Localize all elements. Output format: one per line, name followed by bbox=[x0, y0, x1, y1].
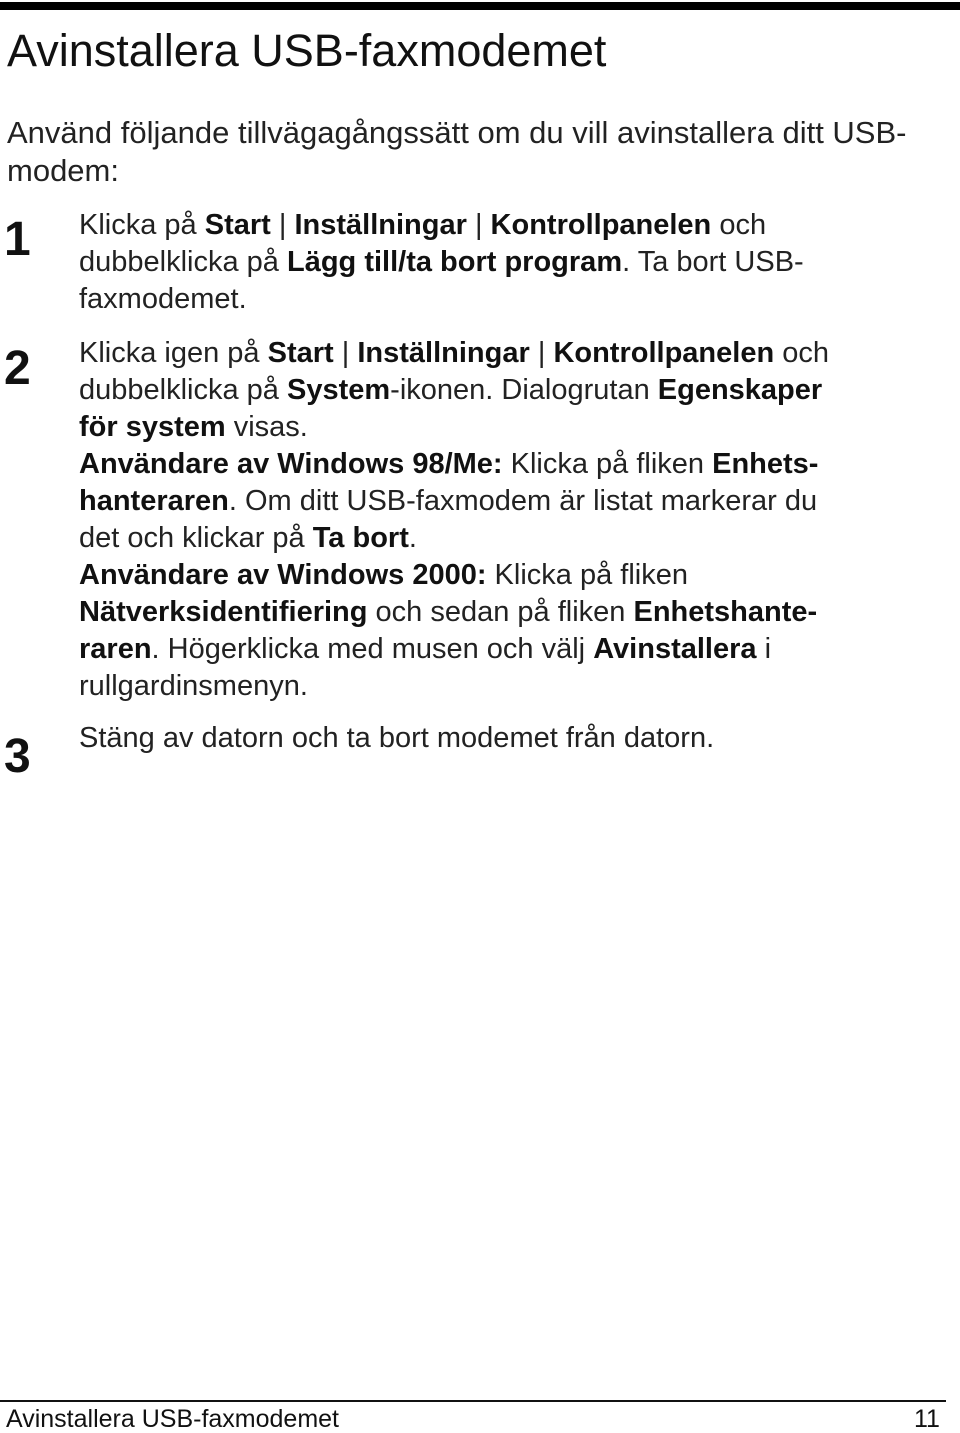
step-1-dubbelklicka-pa: dubbelklicka på bbox=[79, 246, 287, 278]
step-2-om-ditt: . Om ditt USB-faxmodem är listat markerar du bbox=[228, 485, 818, 517]
step-1-line-3: faxmodemet. bbox=[79, 283, 247, 315]
step-3-line-1: Stäng av datorn och ta bort modemet från datorn. bbox=[79, 722, 715, 754]
step-1-separator-1: | bbox=[270, 209, 295, 241]
step-2-dubbelklicka-pa: dubbelklicka på bbox=[79, 374, 287, 406]
step-2-system-icon-label: System bbox=[286, 374, 391, 406]
step-2-line-10: rullgardinsmenyn. bbox=[79, 670, 308, 702]
step-2-separator-2: | bbox=[529, 337, 554, 369]
step-2-visas: visas. bbox=[225, 411, 308, 443]
step-1-klicka-pa: Klicka på bbox=[79, 209, 205, 241]
step-2-ikonen-text: -ikonen. Dialogrutan bbox=[390, 374, 658, 406]
step-2-hanteraren-label: hanteraren bbox=[79, 485, 229, 517]
step-2-installningar-menu: Inställningar bbox=[357, 337, 530, 369]
step-2-period: . bbox=[408, 522, 417, 554]
step-2-och-sedan: och sedan på fliken bbox=[367, 596, 634, 628]
step-2-och: och bbox=[774, 337, 829, 369]
step-1-line-1 bbox=[79, 207, 804, 244]
step-2-natverksidentifiering-label: Nätverksidentifiering bbox=[79, 596, 368, 628]
step-2-ta-bort-label: Ta bort bbox=[312, 522, 409, 554]
step-2-klicka-igen: Klicka igen på bbox=[79, 337, 268, 369]
step-2-line-3 bbox=[79, 409, 829, 446]
step-2-i: i bbox=[756, 633, 772, 665]
step-2-separator-1: | bbox=[333, 337, 358, 369]
step-2-det-och: det och klickar på bbox=[79, 522, 313, 554]
step-2-raren-label: raren bbox=[79, 633, 152, 665]
step-2-start-menu: Start bbox=[267, 337, 334, 369]
step-2-line-1 bbox=[79, 335, 829, 372]
step-1-start-menu: Start bbox=[204, 209, 271, 241]
step-2-line-6 bbox=[79, 520, 829, 557]
intro-paragraph bbox=[7, 114, 906, 190]
step-number-2: 2 bbox=[4, 342, 31, 395]
step-2-enhets-label: Enhets- bbox=[712, 448, 819, 480]
step-1-ta-bort-usb: . Ta bort USB- bbox=[622, 246, 804, 278]
step-2-windows98-text: Klicka på fliken bbox=[502, 448, 713, 480]
step-2-line-7 bbox=[79, 557, 829, 594]
step-2-line-4 bbox=[79, 446, 829, 483]
step-2-windows2000-text: Klicka på fliken bbox=[486, 559, 688, 591]
step-2-enhetshante-label: Enhetshante- bbox=[633, 596, 818, 628]
step-2-windows98-label: Användare av Windows 98/Me: bbox=[79, 448, 503, 480]
step-1-lagg-till-ta-bort-program: Lägg till/ta bort program bbox=[286, 246, 623, 278]
step-1-och: och bbox=[711, 209, 767, 241]
step-2-line-2 bbox=[79, 372, 829, 409]
step-1-installningar-menu: Inställningar bbox=[294, 209, 467, 241]
step-2-text bbox=[79, 335, 829, 705]
step-2-line-5 bbox=[79, 483, 829, 520]
step-2-line-8 bbox=[79, 594, 829, 631]
step-1-kontrollpanelen-menu: Kontrollpanelen bbox=[490, 209, 712, 241]
step-1-text bbox=[79, 207, 804, 318]
step-2-line-9 bbox=[79, 631, 829, 668]
step-number-1: 1 bbox=[4, 213, 31, 266]
step-2-egenskaper-label: Egenskaper bbox=[657, 374, 823, 406]
step-2-windows2000-label: Användare av Windows 2000: bbox=[79, 559, 487, 591]
intro-line-2: modem: bbox=[7, 153, 119, 188]
page-title: Avinstallera USB-faxmodemet bbox=[7, 25, 607, 76]
footer-rule bbox=[0, 1400, 946, 1402]
step-1-separator-2: | bbox=[466, 209, 491, 241]
step-2-kontrollpanelen-menu: Kontrollpanelen bbox=[553, 337, 775, 369]
step-3-text bbox=[79, 720, 714, 757]
top-rule bbox=[0, 2, 960, 10]
step-2-for-system-label: för system bbox=[79, 411, 226, 443]
step-1-line-2 bbox=[79, 244, 804, 281]
step-2-avinstallera-label: Avinstallera bbox=[593, 633, 757, 665]
page-number: 11 bbox=[914, 1405, 940, 1433]
footer-title: Avinstallera USB-faxmodemet bbox=[6, 1405, 340, 1433]
step-2-hogerklicka: . Högerklicka med musen och välj bbox=[151, 633, 594, 665]
intro-line-1: Använd följande tillvägagångssätt om du vill avinstallera ditt USB- bbox=[7, 115, 907, 150]
step-number-3: 3 bbox=[4, 730, 31, 783]
